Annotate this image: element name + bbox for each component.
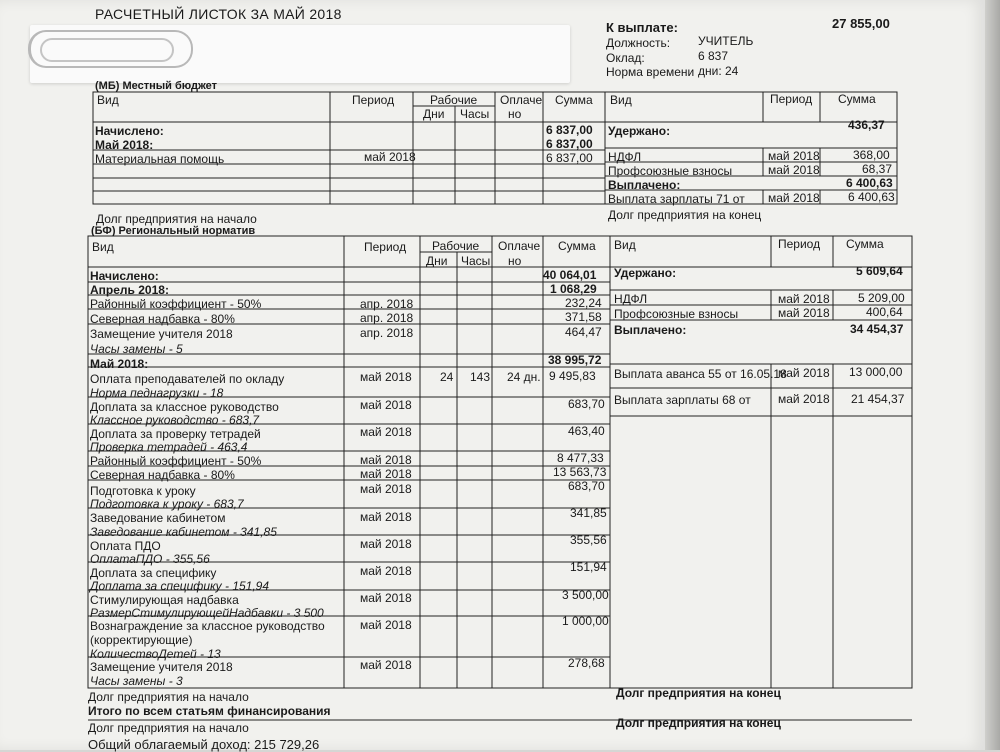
mb-col-period: Период [352,93,395,107]
bf-payment-period: май 2018 [778,366,830,380]
bf-col-hours: Часы [461,254,491,268]
bf-may-row-name: Заведование кабинетом [90,511,226,525]
bf-may-row-sub: Подготовка к уроку - 683,7 [90,497,244,511]
mb-debt-start: Долг предприятия на начало [96,212,257,226]
mb-col-working: Рабочие [430,93,478,107]
bf-may-row-sub: Доплата за специфику - 151,94 [90,579,270,593]
mb-col-paid: Оплаче [500,93,543,107]
norm-label: Норма времени [606,65,695,79]
table-edge [985,0,1000,750]
bf-may-row-period: май 2018 [360,425,412,439]
bf-union-period: май 2018 [778,306,830,320]
mb-col-days: Дни [423,107,445,121]
to-pay-value: 27 855,00 [832,16,890,31]
bf-april-row-sub: Часы замены - 5 [90,342,183,356]
bf-may-row-sum: 1 000,00 [562,614,609,628]
mb-union-period: май 2018 [768,163,820,177]
bf-col-period: Период [364,240,407,254]
bf-may-row-days: 24 [440,370,454,384]
mb-union-sum: 68,37 [862,162,893,176]
bf-may-row-sum: 341,85 [570,506,607,520]
mb-month-label: Май 2018: [95,138,154,152]
bf-may-value: 38 995,72 [548,353,602,367]
bf-col-days: Дни [426,254,448,268]
bf-may-row-sum: 151,94 [570,560,607,574]
bf-may-row-sum: 355,56 [570,533,607,547]
bf-may-row-period: май 2018 [360,370,412,384]
mb-paid-row-period: май 2018 [768,191,820,205]
mb-row-name: Материальная помощь [95,152,225,166]
bf-may-row-name: Подготовка к уроку [90,484,196,498]
mb-paid-row-sum: 6 400,63 [848,190,895,204]
bf-may-row-sub: КоличествоДетей - 13 [90,647,221,661]
bf-may-row-name: Вознаграждение за классное руководство [90,619,325,633]
bf-col-sum-right: Сумма [846,237,884,251]
bf-union-name: Профсоюзные взносы [614,307,739,321]
to-pay-label: К выплате: [606,20,678,35]
bf-may-row-period: май 2018 [360,398,412,412]
bf-may-row-name: Оплата ПДО [90,539,161,553]
bf-may-row-name: Замещение учителя 2018 [90,660,233,674]
bf-col-sum: Сумма [558,239,596,253]
mb-paid-value: 6 400,63 [846,176,893,190]
mb-debt-end: Долг предприятия на конец [608,208,762,222]
mb-union-name: Профсоюзные взносы [608,164,733,178]
bf-ndfl-sum: 5 209,00 [858,291,905,305]
mb-row-sum: 6 837,00 [546,151,593,165]
bf-may-row-sub: Классное руководство - 683,7 [90,413,260,427]
page-title: РАСЧЕТНЫЙ ЛИСТОК ЗА МАЙ 2018 [95,6,342,22]
bf-april-label: Апрель 2018: [90,283,169,297]
bf-paid-value: 34 454,37 [850,322,904,336]
position-label: Должность: [606,36,671,50]
bf-april-row-sum: 464,47 [565,325,602,339]
bf-may-row-period: май 2018 [360,564,412,578]
mb-col-vid: Вид [97,93,119,107]
mb-col-hours: Часы [460,107,490,121]
bf-withheld-value: 5 609,64 [856,264,903,278]
bf-may-row-sub: Норма педнагрузки - 18 [90,386,224,400]
bf-may-row-paid: 24 дн. [507,370,541,384]
norm-value: дни: 24 [698,64,739,78]
mb-col-sum: Сумма [555,93,593,107]
mb-ndfl-sum: 368,00 [853,148,890,162]
bf-may-row-name: Оплата преподавателей по окладу [90,372,285,386]
bf-may-row-sum: 683,70 [568,397,605,411]
bf-ndfl-name: НДФЛ [614,292,648,306]
mb-col-period-right: Период [770,92,813,106]
bf-may-row-period: май 2018 [360,453,412,467]
bf-april-row-name: Замещение учителя 2018 [90,327,233,341]
mb-ndfl-period: май 2018 [768,149,820,163]
bf-may-row-sum: 683,70 [568,479,605,493]
bf-april-row-period: апр. 2018 [360,311,414,325]
bf-may-row-sub: Проверка тетрадей - 463,4 [90,440,248,454]
bf-may-row-period: май 2018 [360,510,412,524]
bf-union-sum: 400,64 [866,305,903,319]
salary-value: 6 837 [698,49,729,63]
bf-may-row-sub: Часы замены - 3 [90,674,183,688]
bf-accrued-label: Начислено: [90,269,159,283]
bf-debt-end: Долг предприятия на конец [616,686,781,700]
bf-may-row-period: май 2018 [360,482,412,496]
bf-col-working: Рабочие [432,239,480,253]
bf-april-value: 1 068,29 [550,282,597,296]
bf-may-row-name: Доплата за проверку тетрадей [90,427,261,441]
mb-month-value: 6 837,00 [546,137,593,151]
bf-may-row-sum: 278,68 [568,656,605,670]
bf-payment-period: май 2018 [778,392,830,406]
bf-accrued-value: 40 064,01 [543,268,597,282]
position-value: УЧИТЕЛЬ [698,34,754,48]
bf-payment-sum: 21 454,37 [851,392,905,406]
bf-april-row-period: апр. 2018 [360,297,414,311]
mb-col-sum-right: Сумма [838,92,876,106]
bf-may-row-sum: 13 563,73 [553,465,607,479]
footer-taxable-income: Общий облагаемый доход: 215 729,26 [88,737,320,752]
bf-may-row-period: май 2018 [360,618,412,632]
bf-april-row-name: Районный коэффициент - 50% [90,297,262,311]
bf-may-row-name: Доплата за классное руководство [90,400,279,414]
mb-section-title: (МБ) Местный бюджет [95,80,217,92]
mb-col-vid-right: Вид [610,93,632,107]
bf-may-row-name2: (корректирующие) [90,633,193,647]
bf-may-row-sub: РазмерСтимулирующейНадбавки - 3 500 [90,606,324,620]
bf-april-row-name: Северная надбавка - 80% [90,312,235,326]
bf-col-paid: Оплаче [498,239,541,253]
bf-col-period-right: Период [778,237,821,251]
bf-may-row-sum: 9 495,83 [549,369,596,383]
bf-may-row-period: май 2018 [360,591,412,605]
mb-paid-label: Выплачено: [608,178,681,192]
bf-may-row-sub: ОплатаПДО - 355,56 [90,552,210,566]
bf-april-row-sum: 371,58 [565,310,602,324]
footer-total-label: Итого по всем статьям финансирования [88,704,331,718]
bf-section-title: (БФ) Региональный норматив [91,225,256,237]
bf-paid-label: Выплачено: [614,323,687,337]
footer-debt-end: Долг предприятия на конец [616,716,781,730]
salary-label: Оклад: [606,51,645,65]
bf-col-paid2: но [508,254,522,268]
mb-withheld-label: Удержано: [608,124,671,138]
bf-april-row-period: апр. 2018 [360,326,414,340]
bf-payment-sum: 13 000,00 [849,365,903,379]
bf-may-row-name: Доплата за специфику [90,566,217,580]
bf-may-row-sum: 3 500,00 [562,588,609,602]
mb-col-paid2: но [508,107,522,121]
mb-row-period: май 2018 [364,150,416,164]
bf-withheld-label: Удержано: [614,266,677,280]
bf-ndfl-period: май 2018 [778,292,830,306]
bf-may-row-sum: 8 477,33 [557,451,604,465]
mb-ndfl-name: НДФЛ [608,150,642,164]
mb-withheld-value: 436,37 [848,118,885,132]
bf-may-row-hours: 143 [470,370,491,384]
bf-may-row-sub: Заведование кабинетом - 341,85 [90,525,277,539]
bf-april-row-sum: 232,24 [565,296,602,310]
bf-col-vid: Вид [92,240,114,254]
bf-col-vid-right: Вид [614,238,636,252]
footer-debt-start: Долг предприятия на начало [88,721,249,735]
mb-paid-row-name: Выплата зарплаты 71 от [608,192,745,206]
bf-may-row-period: май 2018 [360,537,412,551]
bf-debt-start: Долг предприятия на начало [88,690,249,704]
mb-accrued-label: Начислено: [95,124,164,138]
mb-accrued-value: 6 837,00 [546,123,593,137]
bf-payment-name: Выплата аванса 55 от 16.05.18 [614,367,787,381]
bf-may-row-sum: 463,40 [568,424,605,438]
bf-may-label: Май 2018: [90,357,149,371]
bf-may-row-period: май 2018 [360,658,412,672]
bf-may-row-name: Северная надбавка - 80% [90,468,235,482]
bf-may-row-name: Районный коэффициент - 50% [90,454,262,468]
bf-payment-name: Выплата зарплаты 68 от [614,393,751,407]
bf-may-row-name: Стимулирующая надбавка [90,593,239,607]
bf-may-row-period: май 2018 [360,467,412,481]
